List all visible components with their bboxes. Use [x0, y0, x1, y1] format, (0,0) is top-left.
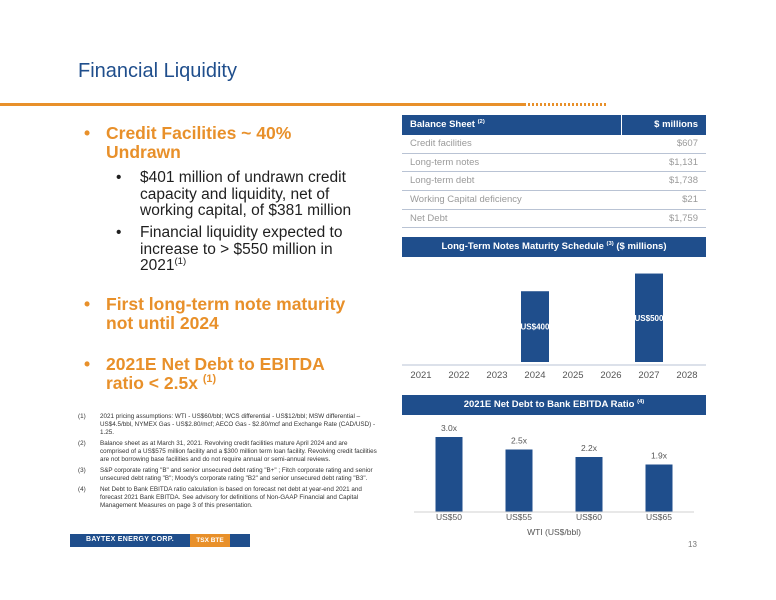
- bullet-credit-facilities: [84, 124, 334, 162]
- data-label: 3.0x: [440, 423, 458, 433]
- data-label: US$400: [520, 322, 550, 332]
- footnote-number: (2): [78, 440, 86, 447]
- x-tick-label: US$60: [576, 512, 602, 522]
- data-label: 2.5x: [510, 435, 528, 446]
- footnote-text: S&P corporate rating "B" and senior unsecured debt rating "B+" ; Fitch corporate rating and senior unsecured debt rating "B"; Moody's corporate rating "B2" and senior unsecured debt rating "B3".: [100, 467, 373, 482]
- maturity-chart-title: Long-Term Notes Maturity Schedule: [441, 241, 604, 252]
- maturity-chart-unit: ($ millions): [616, 241, 667, 252]
- row-value: $1,759: [668, 212, 698, 224]
- bullet-net-debt-ebitda: [84, 355, 346, 393]
- maturity-chart-svg: [402, 262, 706, 386]
- row-label: Long-term notes: [410, 156, 480, 168]
- row-value: $1,738: [668, 175, 698, 187]
- bar: [436, 437, 463, 512]
- bullet-dot-icon: •: [84, 294, 91, 314]
- x-tick-label: 2023: [486, 370, 508, 381]
- bullet-text: First long-term note maturity not until 2024: [106, 294, 346, 333]
- x-axis-label: WTI (US$/bbl): [527, 527, 581, 537]
- row-label: Credit facilities: [410, 138, 472, 149]
- bullet-note-maturity: [84, 295, 359, 333]
- ebitda-chart: [402, 416, 706, 538]
- ticker-badge: TSX BTE: [190, 534, 230, 547]
- x-tick-label: 2028: [676, 370, 698, 381]
- table-row: [402, 210, 706, 229]
- bullet-dot-icon: •: [84, 123, 91, 143]
- ebitda-chart-header: [402, 395, 706, 415]
- footnote: [78, 467, 378, 483]
- footnote-text: Balance sheet as at March 31, 2021. Revolving credit facilities mature April 2024 and are comprised of a US$575 million facility and a $300 million term loan facility. Revolving credit facilities are not borrowing base facilities and do not require annual or semi-annual reviews.: [100, 440, 377, 463]
- company-logo: BAYTEX ENERGY CORP.: [86, 536, 175, 543]
- data-label: 1.9x: [650, 450, 668, 461]
- table-footnote-ref: (2): [477, 118, 485, 125]
- table-row: [402, 135, 706, 154]
- row-label: Long-term debt: [410, 175, 475, 187]
- maturity-chart: [402, 262, 706, 386]
- ebitda-chart-svg: [402, 416, 706, 538]
- x-tick-label: 2026: [600, 370, 622, 381]
- bullet-text: Credit Facilities ~ 40% Undrawn: [106, 123, 292, 162]
- footnote-number: (1): [78, 413, 86, 420]
- row-value: $607: [676, 138, 698, 149]
- row-label: Net Debt: [410, 212, 448, 224]
- table-header-unit: $ millions: [654, 119, 698, 130]
- table-row: [402, 172, 706, 191]
- ebitda-chart-title: 2021E Net Debt to Bank EBITDA Ratio: [463, 399, 635, 410]
- data-label: 2.2x: [580, 443, 598, 453]
- bullet-text: Financial liquidity expected to increase to > $550 million in 2021: [140, 224, 343, 274]
- x-tick-label: US$65: [646, 512, 672, 522]
- row-label: Working Capital deficiency: [410, 194, 522, 206]
- balance-sheet-table: [402, 115, 706, 228]
- bullet-dot-icon: •: [84, 354, 91, 374]
- footnote: [78, 486, 378, 510]
- footnote-number: (3): [78, 467, 86, 474]
- ebitda-footnote-ref: (4): [637, 398, 645, 405]
- page-number: 13: [688, 540, 697, 549]
- title-divider-hatch: [524, 103, 606, 106]
- x-tick-label: 2027: [638, 370, 660, 381]
- footnotes: [78, 413, 378, 513]
- footnote-text: 2021 pricing assumptions: WTI - US$60/bbl; WCS differential - US$12/bbl; MSW differential – US$4.5/bbl, NYMEX Gas - US$2.80/mcf; AECO Gas - $2.80/mcf and Exchange Rate (CAD/USD) - 1.25.: [100, 413, 376, 436]
- footnote: [78, 440, 378, 464]
- bullet-dot-icon: •: [116, 169, 122, 186]
- page-title: Financial Liquidity: [78, 60, 237, 82]
- table-header: [402, 115, 706, 135]
- bar: [646, 465, 673, 513]
- x-tick-label: US$50: [436, 512, 462, 522]
- table-row: [402, 191, 706, 210]
- footnote-text: Net Debt to Bank EBITDA ratio calculation is based on forecast net debt at year-end 2021 and forecast 2021 Bank EBITDA. See advisory for definitions of Non-GAAP Financial and Capital Management Measures on page 3 of this presentation.: [100, 486, 362, 509]
- row-value: $21: [682, 194, 698, 206]
- table-row: [402, 154, 706, 173]
- maturity-footnote-ref: (3): [606, 240, 614, 247]
- bullet-text: $401 million of undrawn credit capacity and liquidity, net of working capital, of $381 million: [140, 169, 352, 219]
- footnote-number: (4): [78, 486, 86, 493]
- table-header-label: Balance Sheet: [410, 119, 475, 130]
- bullet-liquidity-increase: [116, 225, 378, 275]
- x-tick-label: 2021: [410, 370, 432, 381]
- bullet-dot-icon: •: [116, 224, 122, 241]
- x-tick-label: 2024: [524, 370, 546, 381]
- bullet-undrawn-capacity: [116, 170, 378, 220]
- data-label: US$500: [634, 313, 664, 323]
- row-value: $1,131: [668, 156, 698, 168]
- maturity-chart-header: [402, 237, 706, 257]
- bar: [506, 450, 533, 513]
- footnote: [78, 413, 378, 437]
- bullet-footnote-ref: (1): [202, 373, 217, 386]
- x-tick-label: 2025: [562, 370, 584, 381]
- bullet-footnote-ref: (1): [174, 255, 187, 267]
- bullet-text: 2021E Net Debt to EBITDA ratio < 2.5x: [106, 354, 325, 393]
- x-tick-label: US$55: [506, 512, 532, 522]
- x-tick-label: 2022: [448, 370, 470, 381]
- bar: [576, 457, 603, 512]
- title-divider: [0, 103, 524, 106]
